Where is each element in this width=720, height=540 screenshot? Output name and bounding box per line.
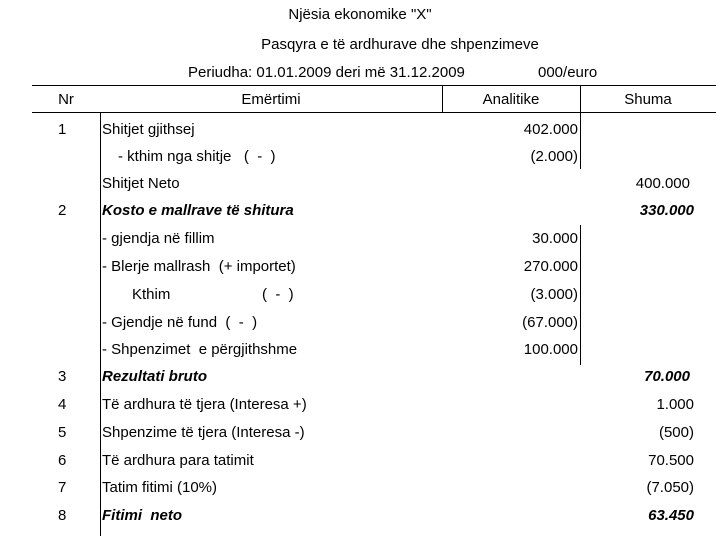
row-sum: 70.500	[648, 452, 694, 469]
row-analytic: (3.000)	[530, 286, 578, 303]
col-header-name: Emërtimi	[241, 91, 301, 108]
row-nr: 6	[58, 452, 67, 469]
row-nr: 7	[58, 479, 67, 496]
statement-title: Pasqyra e të ardhurave dhe shpenzimeve	[261, 36, 539, 53]
nr-column-divider	[100, 112, 101, 536]
row-analytic: 270.000	[523, 258, 578, 275]
row-name: Kosto e mallrave të shitura	[102, 202, 294, 219]
row-analytic: (2.000)	[530, 148, 578, 165]
row-name: Të ardhura para tatimit	[102, 452, 254, 469]
entity-title: Njësia ekonomike "X"	[288, 6, 432, 23]
row-name: - Shpenzimet e përgjithshme	[102, 341, 298, 358]
row-sum: 70.000	[644, 368, 690, 385]
row-nr: 8	[58, 507, 67, 524]
col-header-analytic: Analitike	[482, 91, 540, 108]
row-analytic: (67.000)	[522, 314, 578, 331]
row-nr: 2	[58, 202, 67, 219]
header-bottom-rule	[32, 112, 716, 113]
row-name: Shitjet gjithsej	[102, 121, 195, 138]
row-name: - gjendja në fillim	[102, 230, 215, 247]
row-nr: 1	[58, 121, 67, 138]
row-name: Rezultati bruto	[102, 368, 207, 385]
row-nr: 3	[58, 368, 67, 385]
table-top-rule	[32, 85, 716, 86]
row-sum: 400.000	[635, 175, 690, 192]
row-name: - Blerje mallrash (+ importet)	[102, 258, 296, 275]
period-label: Periudha: 01.01.2009 deri më 31.12.2009	[188, 64, 465, 81]
row-sum: (7.050)	[646, 479, 694, 496]
row-sum: 330.000	[639, 202, 694, 219]
row-analytic: 30.000	[532, 230, 578, 247]
row-sum: 63.450	[648, 507, 694, 524]
row-name: Tatim fitimi (10%)	[102, 479, 218, 496]
row-name: Të ardhura të tjera (Interesa +)	[102, 396, 307, 413]
analytic-divider-lower	[580, 225, 581, 365]
col-header-nr: Nr	[58, 91, 74, 108]
row-analytic: 100.000	[523, 341, 578, 358]
row-name: Shitjet Neto	[102, 175, 180, 192]
col-header-sum: Shuma	[624, 91, 672, 108]
row-name: Fitimi neto	[102, 507, 182, 524]
row-nr: 4	[58, 396, 67, 413]
row-sum: (500)	[658, 424, 694, 441]
row-name: Shpenzime të tjera (Interesa -)	[102, 424, 305, 441]
row-name: - kthim nga shitje ( - )	[118, 148, 276, 165]
row-sum: 1.000	[656, 396, 694, 413]
row-name: - Gjendje në fund ( - )	[102, 314, 258, 331]
currency-unit: 000/euro	[538, 64, 598, 81]
row-name: Kthim	[132, 286, 171, 303]
row-name-extra: ( - )	[262, 286, 294, 303]
row-nr: 5	[58, 424, 67, 441]
row-analytic: 402.000	[523, 121, 578, 138]
